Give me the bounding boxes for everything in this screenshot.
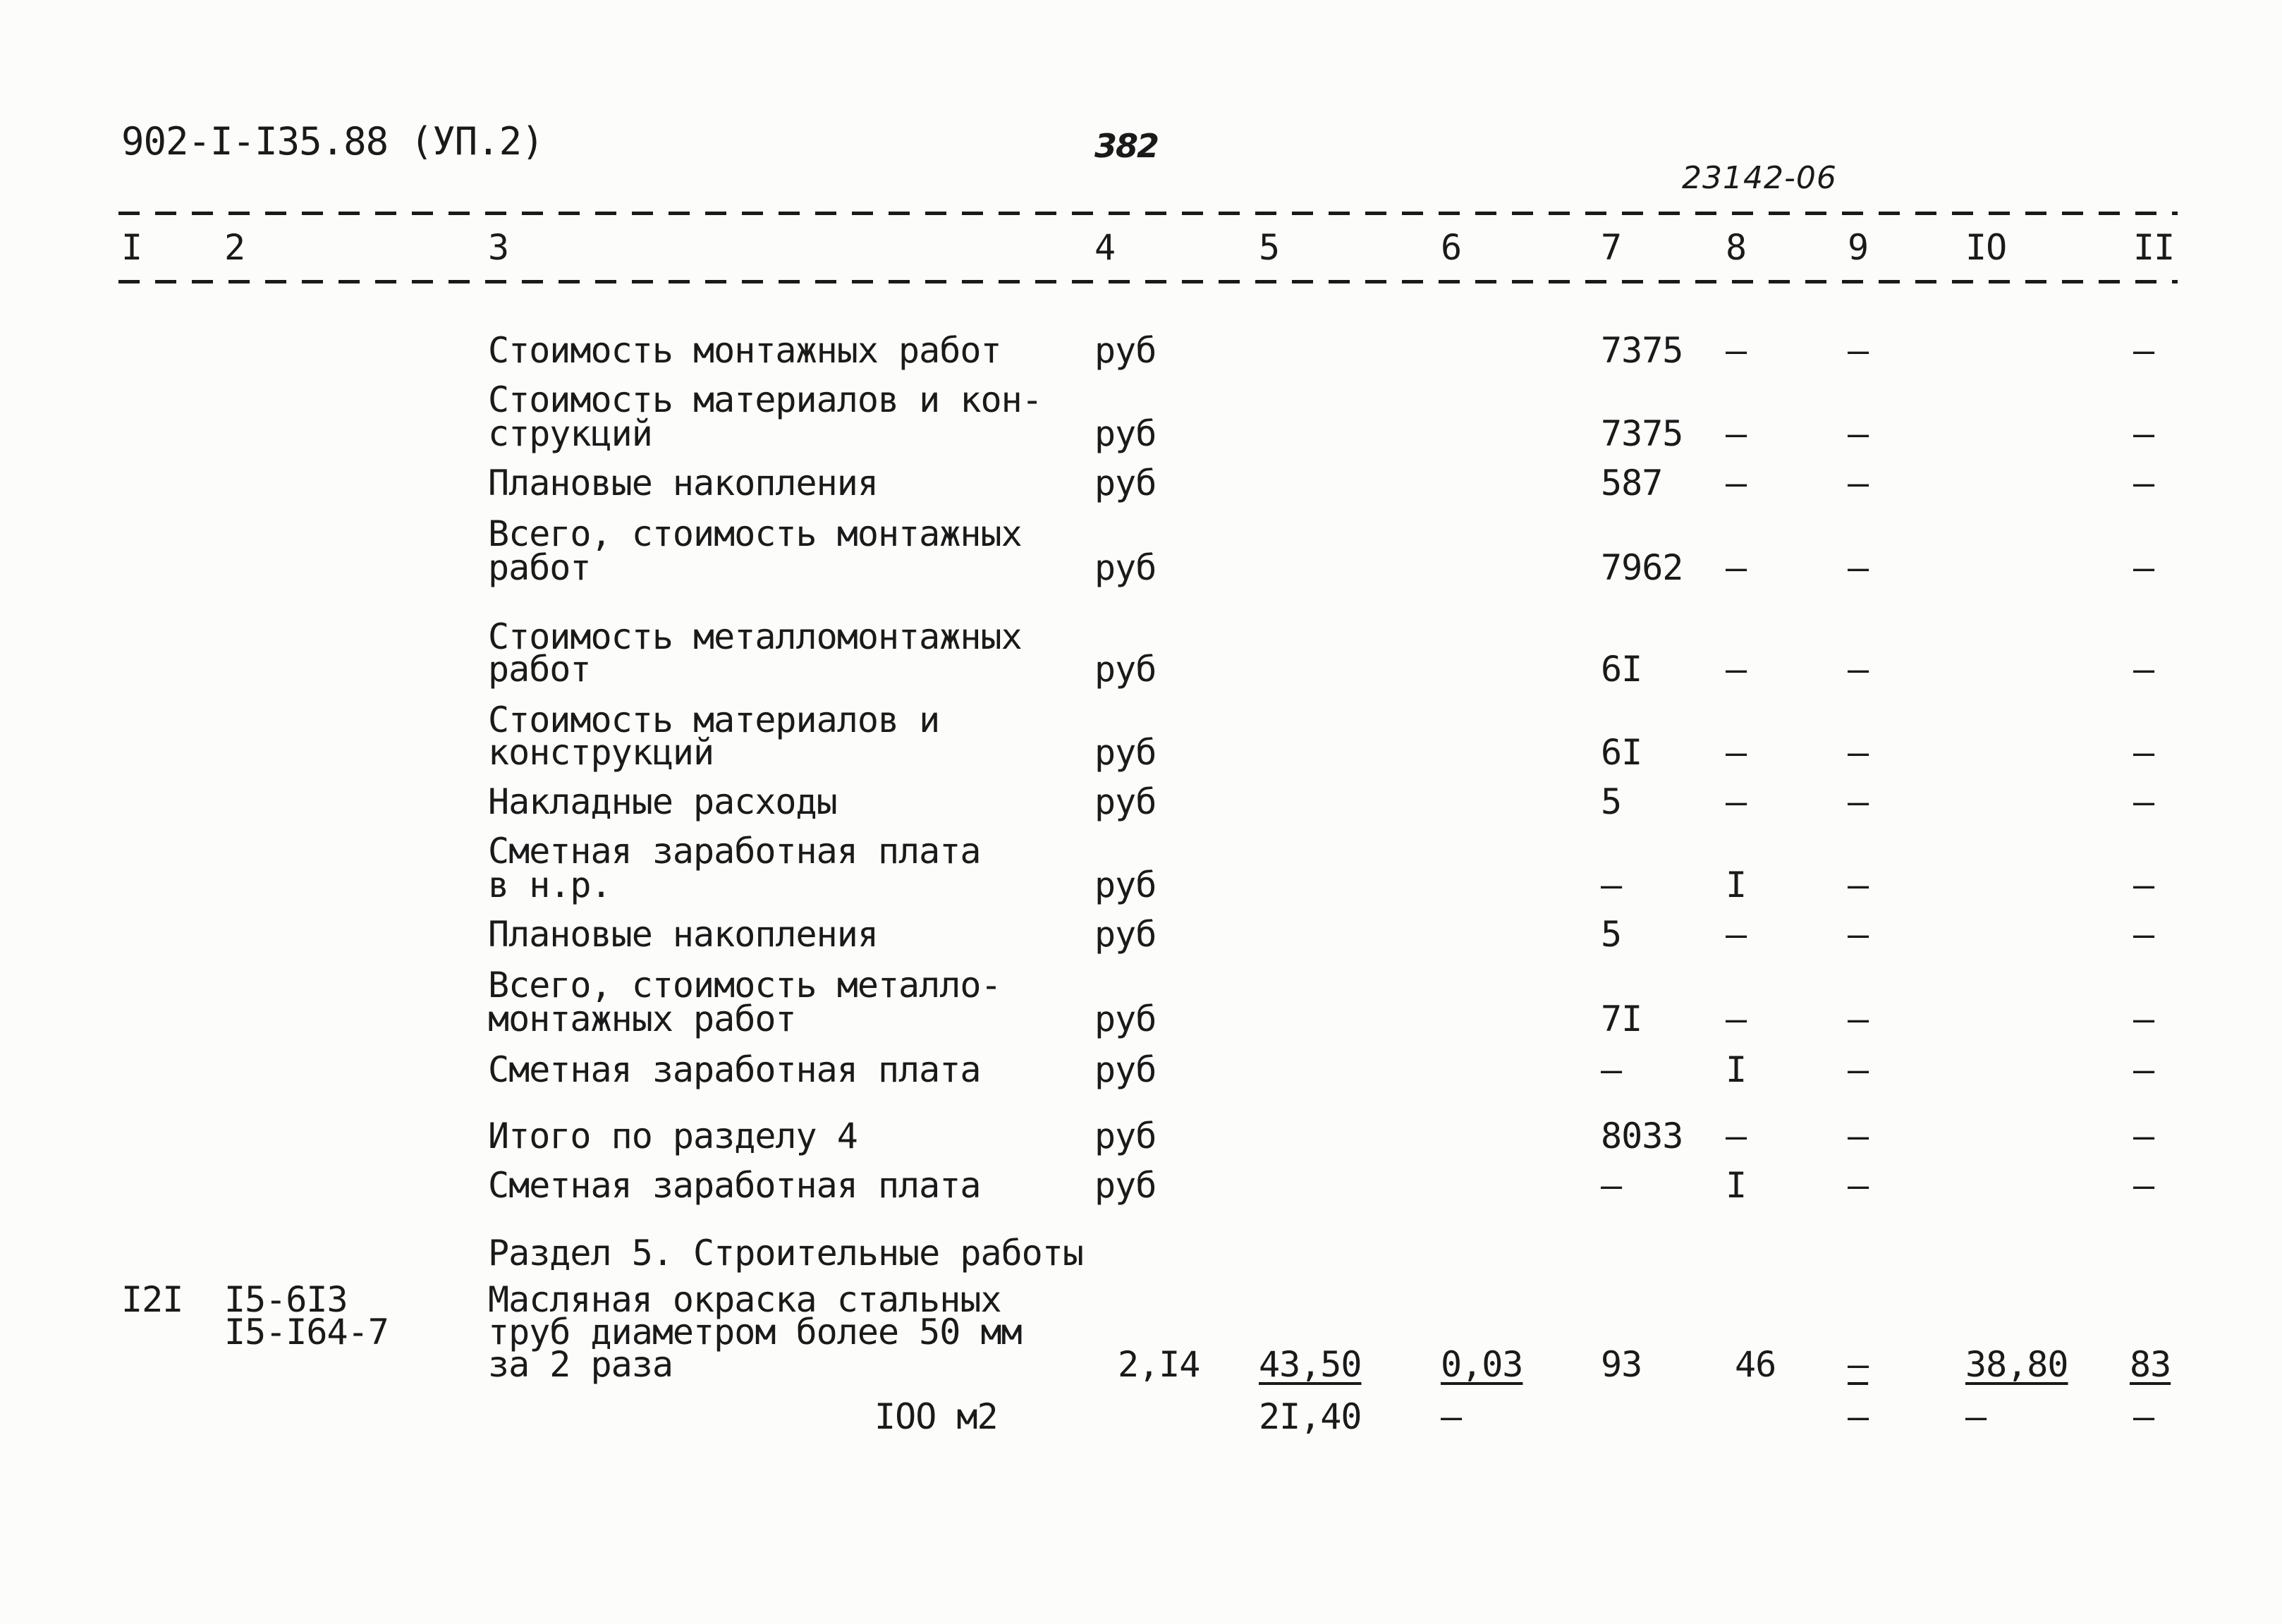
row-c8: –	[1726, 781, 1747, 822]
column-header: 2	[224, 227, 245, 268]
row-name-line: монтажных работ	[488, 999, 796, 1039]
column-header: 5	[1259, 227, 1280, 268]
section-title: Раздел 5. Строительные работы	[488, 1233, 1083, 1274]
row-c9: –	[1848, 649, 1869, 690]
row-name-line: Стоимость металломонтажных	[488, 616, 1022, 657]
item-c9: –	[1848, 1344, 1869, 1385]
row-c9: –	[1848, 865, 1869, 905]
row-c8: –	[1726, 649, 1747, 690]
row-name-line: Итого по разделу 4	[488, 1116, 858, 1156]
row-unit: руб	[1094, 547, 1157, 588]
row-c11: –	[2133, 413, 2154, 454]
item-sub-c6: –	[1441, 1396, 1462, 1437]
document-number: 23142-06	[1682, 160, 1837, 196]
item-name-line: труб диаметром более 50 мм	[488, 1312, 1022, 1353]
item-name-line: за 2 раза	[488, 1344, 673, 1385]
header-rule-top	[118, 212, 2178, 215]
row-c7: 7I	[1601, 999, 1642, 1039]
item-c10: 38,80	[1965, 1344, 2068, 1385]
row-name-line: конструкций	[488, 732, 714, 773]
item-sub-c11: –	[2133, 1396, 2154, 1437]
row-c7: –	[1601, 865, 1622, 905]
item-quantity: 2,I4	[1118, 1344, 1200, 1385]
row-c8: –	[1726, 463, 1747, 503]
row-c9: –	[1848, 999, 1869, 1039]
column-header: 4	[1094, 227, 1116, 268]
row-unit: руб	[1094, 781, 1157, 822]
row-c11: –	[2133, 1165, 2154, 1206]
item-name-line: Масляная окраска стальных	[488, 1279, 1001, 1320]
row-c8: –	[1726, 330, 1747, 371]
row-unit: руб	[1094, 1165, 1157, 1206]
row-name-line: работ	[488, 547, 591, 588]
item-c7: 93	[1601, 1344, 1642, 1385]
row-c7: 587	[1601, 463, 1663, 503]
row-unit: руб	[1094, 463, 1157, 503]
row-name-line: струкций	[488, 413, 652, 454]
column-header: 7	[1601, 227, 1622, 268]
row-name-line: Плановые накопления	[488, 914, 878, 955]
row-name-line: Всего, стоимость монтажных	[488, 513, 1022, 554]
page-number: 382	[1094, 127, 1159, 165]
row-unit: руб	[1094, 1116, 1157, 1156]
item-sub-c10: –	[1965, 1396, 1987, 1437]
item-code: I5-6I3	[224, 1279, 348, 1320]
row-name-line: Всего, стоимость металло-	[488, 965, 1001, 1006]
row-name-line: Стоимость материалов и	[488, 700, 940, 740]
row-c11: –	[2133, 463, 2154, 503]
row-c9: –	[1848, 1165, 1869, 1206]
row-unit: руб	[1094, 999, 1157, 1039]
row-c11: –	[2133, 781, 2154, 822]
row-c8: I	[1726, 1165, 1747, 1206]
row-c9: –	[1848, 914, 1869, 955]
row-c8: –	[1726, 732, 1747, 773]
row-c9: –	[1848, 413, 1869, 454]
row-c11: –	[2133, 732, 2154, 773]
row-c9: –	[1848, 781, 1869, 822]
column-header: I	[121, 227, 142, 268]
row-c8: –	[1726, 547, 1747, 588]
item-c5: 43,50	[1259, 1344, 1362, 1385]
row-unit: руб	[1094, 330, 1157, 371]
row-name-line: Стоимость монтажных работ	[488, 330, 1001, 371]
row-c9: –	[1848, 1049, 1869, 1090]
row-c8: –	[1726, 413, 1747, 454]
row-unit: руб	[1094, 865, 1157, 905]
row-c9: –	[1848, 547, 1869, 588]
row-name-line: в н.р.	[488, 865, 611, 905]
row-c7: 5	[1601, 914, 1622, 955]
row-c8: I	[1726, 1049, 1747, 1090]
row-c7: 6I	[1601, 732, 1642, 773]
row-c7: 7375	[1601, 413, 1683, 454]
row-unit: руб	[1094, 649, 1157, 690]
row-name-line: Сметная заработная плата	[488, 831, 981, 872]
row-c8: I	[1726, 865, 1747, 905]
item-sub-c9: –	[1848, 1396, 1869, 1437]
item-unit: IOO м2	[874, 1396, 998, 1437]
row-c11: –	[2133, 649, 2154, 690]
row-c8: –	[1726, 914, 1747, 955]
row-c7: 7375	[1601, 330, 1683, 371]
item-code: I5-I64-7	[224, 1312, 389, 1353]
row-c7: 6I	[1601, 649, 1642, 690]
row-c7: 7962	[1601, 547, 1683, 588]
row-c7: –	[1601, 1049, 1622, 1090]
column-header: IO	[1965, 227, 2007, 268]
row-unit: руб	[1094, 1049, 1157, 1090]
row-unit: руб	[1094, 732, 1157, 773]
row-name-line: Стоимость материалов и кон-	[488, 379, 1042, 420]
row-c11: –	[2133, 999, 2154, 1039]
column-header: II	[2133, 227, 2175, 268]
row-c7: 8033	[1601, 1116, 1683, 1156]
row-c8: –	[1726, 999, 1747, 1039]
row-c7: 5	[1601, 781, 1622, 822]
row-name-line: Сметная заработная плата	[488, 1165, 981, 1206]
row-c9: –	[1848, 463, 1869, 503]
row-c11: –	[2133, 914, 2154, 955]
item-c6: 0,03	[1441, 1344, 1523, 1385]
item-number: I2I	[121, 1279, 183, 1320]
document-code: 902-I-I35.88 (УП.2)	[121, 119, 544, 164]
item-c11: 83	[2130, 1344, 2171, 1385]
row-unit: руб	[1094, 413, 1157, 454]
row-name-line: Сметная заработная плата	[488, 1049, 981, 1090]
row-c11: –	[2133, 865, 2154, 905]
row-c7: –	[1601, 1165, 1622, 1206]
row-name-line: Накладные расходы	[488, 781, 837, 822]
column-header: 6	[1441, 227, 1462, 268]
row-c9: –	[1848, 1116, 1869, 1156]
row-c9: –	[1848, 732, 1869, 773]
row-name-line: работ	[488, 649, 591, 690]
column-header: 3	[488, 227, 509, 268]
row-c11: –	[2133, 547, 2154, 588]
row-name-line: Плановые накопления	[488, 463, 878, 503]
row-c11: –	[2133, 330, 2154, 371]
row-c9: –	[1848, 330, 1869, 371]
row-c11: –	[2133, 1049, 2154, 1090]
column-header: 9	[1848, 227, 1869, 268]
column-header: 8	[1726, 227, 1747, 268]
row-unit: руб	[1094, 914, 1157, 955]
item-sub-c5: 2I,40	[1259, 1396, 1362, 1437]
row-c11: –	[2133, 1116, 2154, 1156]
row-c8: –	[1726, 1116, 1747, 1156]
item-c8: 46	[1735, 1344, 1776, 1385]
header-rule-bottom	[118, 280, 2178, 283]
